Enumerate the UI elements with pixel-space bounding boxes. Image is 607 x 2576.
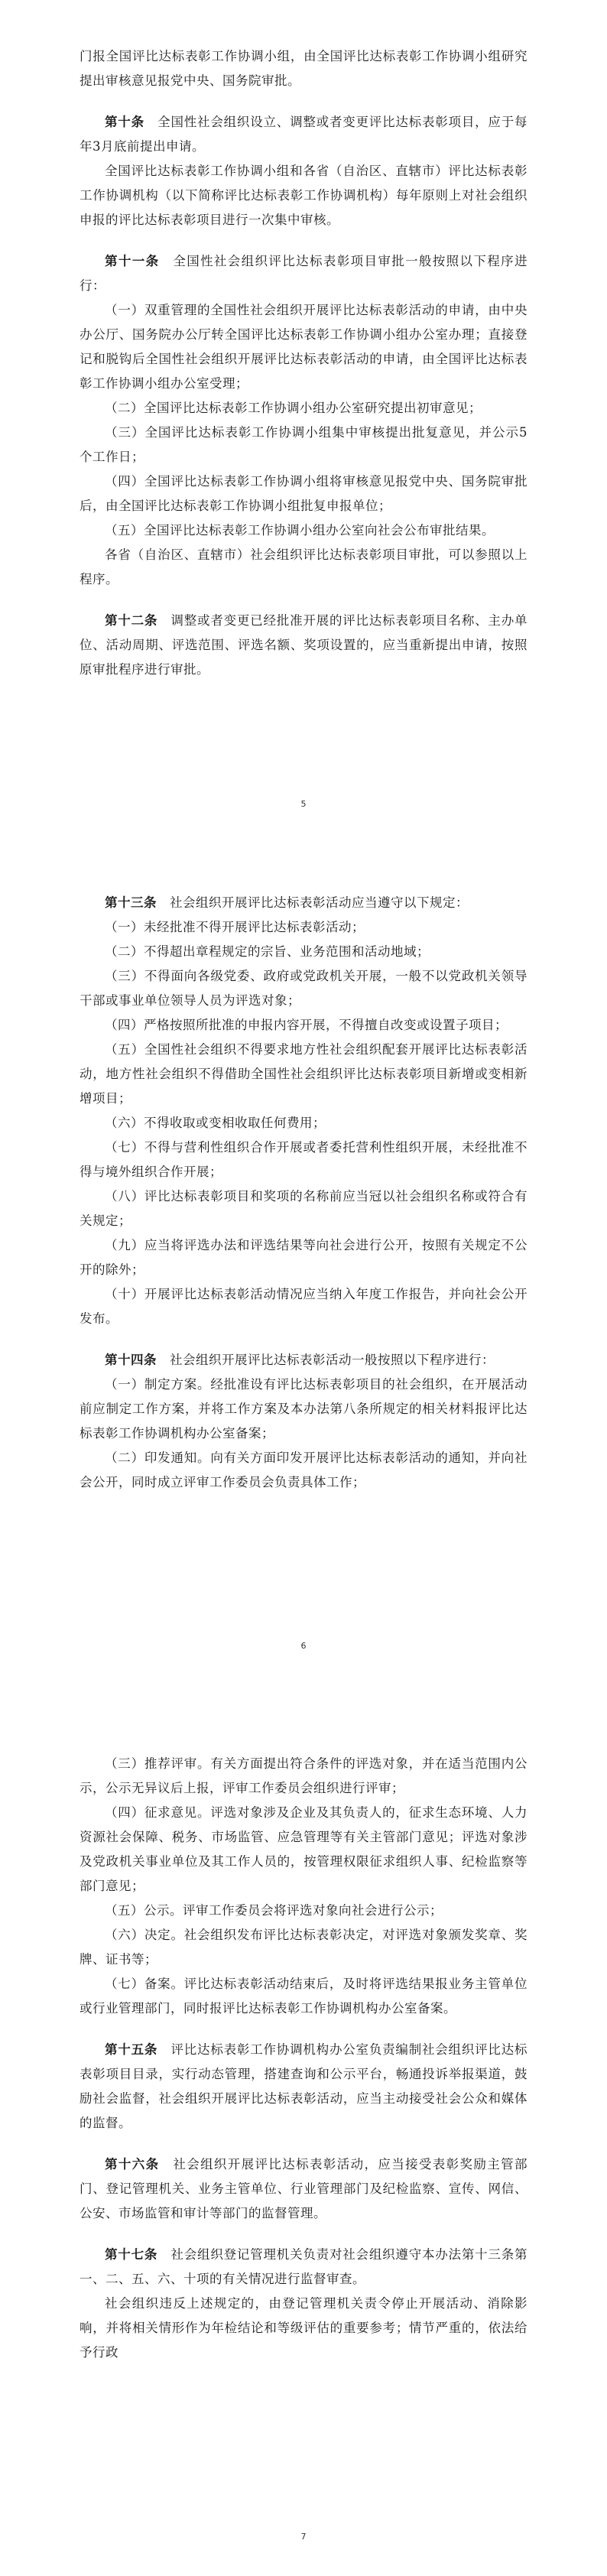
paragraph-text: 社会组织开展评比达标表彰活动，应当接受表彰奖励主管部门、登记管理机关、业务主管单位、行业管理部门及纪检监察、宣传、网信、公安、市场监管和审计等部门的监督管理。 [80, 2157, 528, 2220]
paragraph-text: （三）推荐评审。有关方面提出符合条件的评选对象，并在适当范围内公示，公示无异议后上报，评审工作委员会组织进行评审； [80, 1756, 527, 1795]
paragraph [80, 1752, 527, 1801]
paragraph [80, 298, 527, 396]
paragraph [80, 518, 527, 543]
paragraph-text: 各省（自治区、直辖市）社会组织评比达标表彰项目审批，可以参照以上程序。 [80, 547, 527, 586]
paragraph [80, 44, 527, 93]
paragraph [80, 1972, 527, 2021]
paragraph-text: 社会组织开展评比达标表彰活动一般按照以下程序进行： [157, 1353, 495, 1367]
paragraph-text: 社会组织开展评比达标表彰活动应当遵守以下规定： [157, 895, 469, 910]
article-paragraph [80, 2152, 527, 2226]
page-number-5: 5 [300, 799, 307, 809]
paragraph [80, 1446, 527, 1495]
paragraph-text: （七）备案。评比达标表彰活动结束后，及时将评选结果报业务主管单位或行业管理部门，同时报评比达标表彰工作协调机构办公室备案。 [80, 1977, 527, 2016]
paragraph [80, 915, 527, 940]
paragraph-text: （五）公示。评审工作委员会将评选对象向社会进行公示； [105, 1903, 443, 1918]
paragraph-text: （六）决定。社会组织发布评比达标表彰决定，对评选对象颁发奖章、奖牌、证书等； [80, 1928, 527, 1967]
paragraph-text: （八）评比达标表彰项目和奖项的名称前应当冠以社会组织名称或符合有关规定； [80, 1189, 527, 1228]
article-number: 第十六条 [105, 2157, 160, 2172]
page-number-6: 6 [300, 1641, 307, 1651]
article-number: 第十二条 [105, 613, 158, 628]
article-paragraph [80, 1348, 527, 1372]
paragraph-text: （六）不得收取或变相收取任何费用； [105, 1116, 326, 1130]
paragraph-text: （四）征求意见。评选对象涉及企业及其负责人的，征求生态环境、人力资源社会保障、税务、市场监管、应急管理等有关主管部门意见；评选对象涉及党政机关事业单位及其工作人员的，按管理权限征求组织人事、纪检监察等部门意见； [80, 1805, 527, 1893]
article-number: 第十一条 [105, 254, 160, 268]
article-paragraph [80, 2243, 527, 2292]
paragraph [80, 421, 527, 469]
article-paragraph [80, 2038, 527, 2136]
paragraph [80, 469, 527, 518]
article-number: 第十五条 [105, 2042, 158, 2057]
article-number: 第十三条 [105, 895, 157, 910]
paragraph-text: （三）全国评比达标表彰工作协调小组集中审核提出批复意见，并公示5个工作日； [80, 425, 527, 464]
page-7-body [0, 1721, 607, 2365]
paragraph-text: （二）不得超出章程规定的宗旨、业务范围和活动地域； [105, 944, 430, 959]
paragraph [80, 2292, 527, 2365]
paragraph-text: （四）全国评比达标表彰工作协调小组将审核意见报党中央、国务院审批后，由全国评比达标表彰工作协调小组批复申报单位； [80, 474, 527, 513]
article-paragraph [80, 891, 527, 915]
paragraph-text: （二）印发通知。向有关方面印发开展评比达标表彰活动的通知，并向社会公开，同时成立评审工作委员会负责具体工作； [80, 1450, 527, 1489]
paragraph [80, 964, 527, 1013]
paragraph [80, 1899, 527, 1923]
paragraph [80, 159, 527, 232]
paragraph-text: （二）全国评比达标表彰工作协调小组办公室研究提出初审意见； [105, 401, 482, 415]
paragraph-text: （九）应当将评选办法和评选结果等向社会进行公开，按照有关规定不公开的除外； [80, 1238, 527, 1277]
page-number-7: 7 [300, 2532, 307, 2542]
article-paragraph [80, 609, 527, 682]
paragraph-text: 调整或者变更已经批准开展的评比达标表彰项目名称、主办单位、活动周期、评选范围、评选名额、奖项设置的，应当重新提出申请，按照原审批程序进行审批。 [80, 613, 528, 677]
paragraph [80, 1923, 527, 1972]
paragraph-text: （三）不得面向各级党委、政府或党政机关开展，一般不以党政机关领导干部或事业单位领导人员为评选对象； [80, 969, 527, 1008]
paragraph-text: （一）双重管理的全国性社会组织开展评比达标表彰活动的申请，由中央办公厅、国务院办公厅转全国评比达标表彰工作协调小组办公室办理；直接登记和脱钩后全国性社会组织开展评比达标表彰活动的申请，由全国评比达标表彰工作协调小组办公室受理； [80, 303, 527, 391]
paragraph-text: 门报全国评比达标表彰工作协调小组，由全国评比达标表彰工作协调小组研究提出审核意见报党中央、国务院审批。 [80, 49, 527, 88]
paragraph [80, 1013, 527, 1038]
paragraph [80, 1038, 527, 1111]
paragraph [80, 543, 527, 592]
paragraph-text: （五）全国性社会组织不得要求地方性社会组织配套开展评比达标表彰活动，地方性社会组织不得借助全国性社会组织评比达标表彰项目新增或变相新增项目； [80, 1042, 527, 1106]
paragraph-text: （四）严格按照所批准的申报内容开展，不得擅自改变或设置子项目； [105, 1018, 508, 1032]
article-number: 第十条 [105, 115, 144, 129]
page-5-body [0, 0, 607, 682]
document-page-7 [0, 1721, 607, 2576]
paragraph [80, 940, 527, 964]
article-paragraph [80, 110, 527, 159]
page-6-body [0, 836, 607, 1495]
paragraph [80, 1135, 527, 1184]
paragraph-text: 全国性社会组织设立、调整或者变更评比达标表彰项目，应于每年3月底前提出申请。 [80, 115, 528, 154]
paragraph-text: 社会组织登记管理机关负责对社会组织遵守本办法第十三条第一、二、五、六、十项的有关情况进行监督审查。 [80, 2247, 528, 2286]
paragraph [80, 1184, 527, 1233]
document-page-5 [0, 0, 607, 836]
paragraph-text: 评比达标表彰工作协调机构办公室负责编制社会组织评比达标表彰项目目录，实行动态管理，搭建查询和公示平台，畅通投诉举报渠道，鼓励社会监督，社会组织开展评比达标表彰活动，应当主动接受社会公众和媒体的监督。 [80, 2042, 528, 2130]
paragraph-text: （一）未经批准不得开展评比达标表彰活动； [105, 920, 365, 934]
paragraph [80, 1282, 527, 1331]
paragraph [80, 396, 527, 421]
paragraph-text: （五）全国评比达标表彰工作协调小组办公室向社会公布审批结果。 [105, 523, 495, 538]
article-paragraph [80, 249, 527, 298]
paragraph [80, 1801, 527, 1899]
document-page-6 [0, 836, 607, 1721]
article-number: 第十四条 [105, 1353, 157, 1367]
paragraph [80, 1372, 527, 1446]
paragraph-text: （一）制定方案。经批准设有评比达标表彰项目的社会组织，在开展活动前应制定工作方案，并将工作方案及本办法第八条所规定的相关材料报评比达标表彰工作协调机构办公室备案； [80, 1377, 527, 1441]
paragraph [80, 1111, 527, 1135]
paragraph-text: 全国评比达标表彰工作协调小组和各省（自治区、直辖市）评比达标表彰工作协调机构（以下简称评比达标表彰工作协调机构）每年原则上对社会组织申报的评比达标表彰项目进行一次集中审核。 [80, 164, 527, 227]
paragraph-text: （七）不得与营利性组织合作开展或者委托营利性组织开展，未经批准不得与境外组织合作开展； [80, 1140, 527, 1179]
paragraph [80, 1233, 527, 1282]
paragraph-text: （十）开展评比达标表彰活动情况应当纳入年度工作报告，并向社会公开发布。 [80, 1287, 527, 1326]
paragraph-text: 社会组织违反上述规定的，由登记管理机关责令停止开展活动、消除影响，并将相关情形作为年检结论和等级评估的重要参考；情节严重的，依法给予行政 [80, 2296, 527, 2360]
article-number: 第十七条 [105, 2247, 158, 2262]
paragraph-text: 全国性社会组织评比达标表彰项目审批一般按照以下程序进行： [80, 254, 528, 293]
